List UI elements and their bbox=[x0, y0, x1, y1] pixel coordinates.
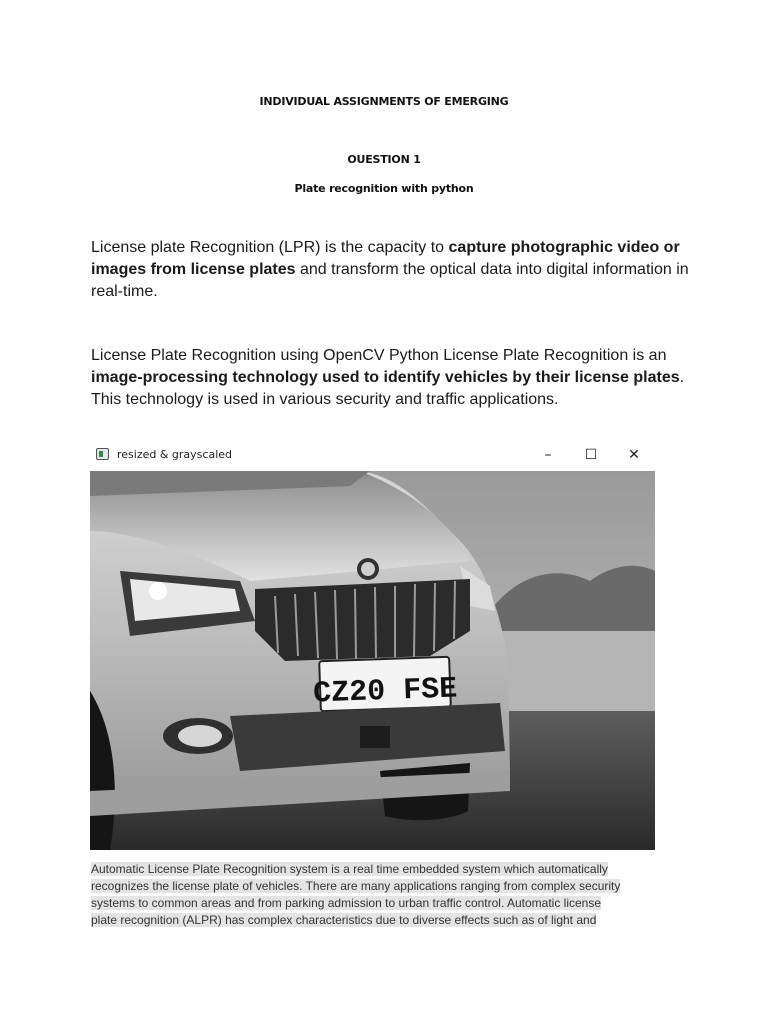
close-icon[interactable]: ✕ bbox=[628, 447, 640, 463]
minimize-icon[interactable]: – bbox=[544, 447, 552, 463]
car-grayscale-photo bbox=[90, 471, 655, 850]
paragraph-opencv bbox=[91, 345, 691, 411]
question-subtitle: Plate recognition with python bbox=[294, 182, 474, 195]
caption-line: recognizes the license plate of vehicles. There are many applications ranging from complex security bbox=[91, 879, 621, 893]
paragraph-text: . This technology is used in various security and traffic applications. bbox=[91, 369, 685, 408]
screenshot-window bbox=[90, 441, 655, 850]
window-title: resized & grayscaled bbox=[117, 448, 233, 461]
question-heading: OUESTION 1 bbox=[347, 153, 421, 166]
paragraph-bold-text: capture photographic video or images from license plates bbox=[91, 239, 680, 278]
paragraph-text: and transform the optical data into digital information in real-time. bbox=[91, 261, 689, 300]
window-titlebar bbox=[90, 441, 655, 471]
app-icon bbox=[96, 448, 109, 460]
caption-line: Automatic License Plate Recognition system is a real time embedded system which automatically bbox=[91, 862, 608, 876]
license-plate-text: CZ20 FSE bbox=[312, 672, 458, 712]
paragraph-text: License Plate Recognition using OpenCV Python License Plate Recognition is an bbox=[91, 347, 667, 364]
document-title: INDIVIDUAL ASSIGNMENTS OF EMERGING bbox=[259, 95, 509, 108]
caption-line: systems to common areas and from parking admission to urban traffic control. Automatic license bbox=[91, 896, 602, 910]
paragraph-bold-text: image-processing technology used to identify vehicles by their license plates bbox=[91, 369, 680, 386]
maximize-icon[interactable]: ☐ bbox=[584, 447, 598, 463]
caption-paragraph bbox=[91, 861, 661, 929]
paragraph-text: License plate Recognition (LPR) is the capacity to bbox=[91, 239, 449, 256]
paragraph-lpr-definition bbox=[91, 237, 691, 303]
caption-line: plate recognition (ALPR) has complex characteristics due to diverse effects such as of light and bbox=[91, 913, 597, 927]
car-illustration bbox=[90, 471, 655, 850]
